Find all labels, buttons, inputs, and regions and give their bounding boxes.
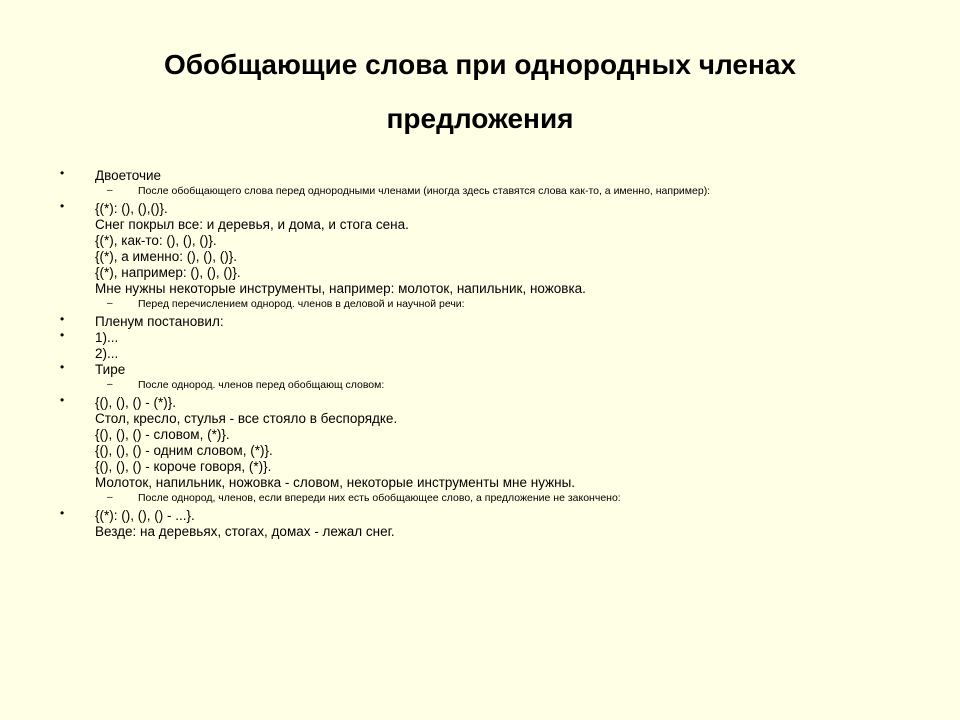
list-item-text: Двоеточие bbox=[95, 168, 162, 183]
bullet-list bbox=[60, 168, 920, 540]
sub-list-item bbox=[60, 379, 920, 392]
sub-list-item bbox=[60, 298, 920, 311]
title-line-1: Обобщающие слова при однородных членах bbox=[163, 49, 797, 80]
list-item-text: {(*): (), (), () - ...}. bbox=[95, 508, 195, 523]
dash-icon: – bbox=[107, 379, 113, 390]
list-item-text: Тире bbox=[95, 362, 126, 377]
list-item-text: {(), (), () - короче говоря, (*)}. bbox=[95, 459, 272, 474]
list-item-text: {(*), а именно: (), (), ()}. bbox=[95, 249, 238, 264]
bullet-icon: • bbox=[60, 199, 65, 213]
list-item-text: Мне нужны некоторые инструменты, например: молоток, напильник, ножовка. bbox=[95, 281, 586, 296]
list-item bbox=[60, 201, 920, 297]
bullet-icon: • bbox=[60, 506, 65, 520]
dash-icon: – bbox=[107, 185, 113, 196]
sub-list-item bbox=[60, 492, 920, 505]
list-item bbox=[60, 314, 920, 330]
list-item-text: {(*), как-то: (), (), ()}. bbox=[95, 233, 217, 248]
sub-list-item-text: После однород. членов перед обобщающ словом: bbox=[138, 379, 385, 391]
title-line-2: предложения bbox=[386, 103, 574, 134]
sub-list-item-text: После обобщающего слова перед однородными членами (иногда здесь ставятся слова как-то, а именно, например): bbox=[138, 185, 711, 197]
sub-list-item-text: Перед перечислением однород. членов в деловой и научной речи: bbox=[138, 298, 465, 310]
list-item-text: Пленум постановил: bbox=[95, 314, 224, 329]
list-item bbox=[60, 395, 920, 491]
bullet-icon: • bbox=[60, 360, 65, 374]
list-item bbox=[60, 168, 920, 184]
list-item-text: 2)... bbox=[95, 346, 119, 361]
list-item-text: Молоток, напильник, ножовка - словом, некоторые инструменты мне нужны. bbox=[95, 475, 576, 490]
sub-list-item bbox=[60, 185, 920, 198]
sub-list-item-text: После однород, членов, если впереди них есть обобщающее слово, а предложение не закончено: bbox=[138, 492, 621, 504]
list-item-text: {(), (), () - одним словом, (*)}. bbox=[95, 443, 273, 458]
list-item bbox=[60, 508, 920, 540]
dash-icon: – bbox=[107, 298, 113, 309]
list-item-text: Везде: на деревьях, стогах, домах - лежал снег. bbox=[95, 524, 395, 539]
bullet-icon: • bbox=[60, 166, 65, 180]
bullet-icon: • bbox=[60, 328, 65, 342]
slide-title bbox=[60, 38, 900, 146]
list-item-text: Стол, кресло, стулья - все стояло в беспорядке. bbox=[95, 411, 398, 426]
list-item-text: 1)... bbox=[95, 330, 119, 345]
list-item bbox=[60, 330, 920, 362]
list-item-text: Снег покрыл все: и деревья, и дома, и стога сена. bbox=[95, 217, 409, 232]
list-item-text: {(), (), () - (*)}. bbox=[95, 395, 176, 410]
bullet-icon: • bbox=[60, 312, 65, 326]
list-item-text: {(), (), () - словом, (*)}. bbox=[95, 427, 230, 442]
list-item bbox=[60, 362, 920, 378]
dash-icon: – bbox=[107, 492, 113, 503]
bullet-icon: • bbox=[60, 393, 65, 407]
list-item-text: {(*): (), (),()}. bbox=[95, 201, 168, 216]
list-item-text: {(*), например: (), (), ()}. bbox=[95, 265, 241, 280]
